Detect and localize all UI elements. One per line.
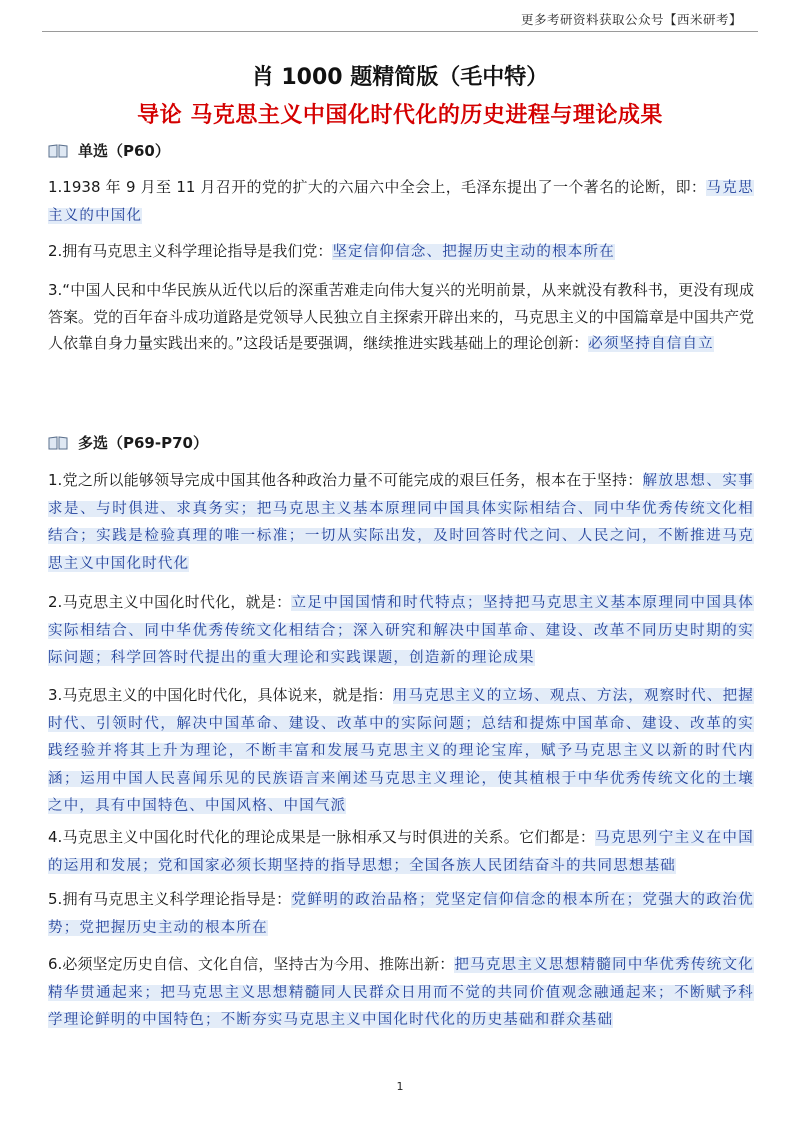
book-icon (48, 436, 68, 450)
question-text: 3.“中国人民和中华民族从近代以后的深重苦难走向伟大复兴的光明前景，从来就没有教科书，更没有现成答案。党的百年奋斗成功道路是党领导人民独立自主探索开辟出来的，马克思主义的中国篇章是中国共产党人依靠自身力量实践出来的。”这段话是要强调，继续推进实践基础上的理论创新： (48, 281, 754, 352)
answer-text: 用马克思主义的立场、观点、方法，观察时代、把握时代、引领时代，解决中国革命、建设、改革中的实际问题；总结和提炼中国革命、建设、改革的实践经验并将其上升为理论，不断丰富和发展马克思主义的理论宝库，赋予马克思主义以新的时代内涵；运用中国人民喜闻乐见的民族语言来阐述马克思主义理论，使其植根于中华优秀传统文化的土壤之中，具有中国特色、中国风格、中国气派 (48, 688, 754, 814)
answer-text: 立足中国国情和时代特点；坚持把马克思主义基本原理同中国具体实际相结合、同中华优秀传统文化相结合；深入研究和解决中国革命、建设、改革不同历史时期的实际问题；科学回答时代提出的重大理论和实践课题，创造新的理论成果 (48, 595, 754, 666)
question-text: 2.拥有马克思主义科学理论指导是我们党： (48, 242, 333, 260)
question-item (48, 886, 754, 941)
section-heading: 单选（P60） (78, 142, 170, 160)
question-text: 6.必须坚定历史自信、文化自信，坚持古为今用、推陈出新： (48, 955, 455, 973)
section-heading: 多选（P69-P70） (78, 434, 208, 452)
question-item (48, 589, 754, 672)
answer-text: 解放思想、实事求是、与时俱进、求真务实；把马克思主义基本原理同中国具体实际相结合、同中华优秀传统文化相结合；实践是检验真理的唯一标准；一切从实际出发，及时回答时代之问、人民之问，不断推进马克思主义中国化时代化 (48, 473, 754, 572)
question-text: 2.马克思主义中国化时代化，就是： (48, 593, 292, 611)
header-note: 更多考研资料获取公众号【西米研考】 (520, 12, 742, 27)
header-divider (42, 31, 758, 32)
answer-text: 坚定信仰信念、把握历史主动的根本所在 (332, 244, 615, 260)
answer-text: 把马克思主义思想精髓同中华优秀传统文化精华贯通起来；把马克思主义思想精髓同人民群众日用而不觉的共同价值观念融通起来；不断赋予科学理论鲜明的中国特色；不断夯实马克思主义中国化时代化的历史基础和群众基础 (48, 957, 754, 1028)
answer-text: 党鲜明的政治品格；党坚定信仰信念的根本所在；党强大的政治优势；党把握历史主动的根本所在 (48, 892, 754, 936)
question-text: 3.马克思主义的中国化时代化，具体说来，就是指： (48, 686, 393, 704)
question-item (48, 467, 754, 577)
answer-text: 马克思主义的中国化 (48, 180, 754, 224)
answer-text: 马克思列宁主义在中国的运用和发展；党和国家必须长期坚持的指导思想；全国各族人民团结奋斗的共同思想基础 (48, 830, 754, 874)
question-item (48, 277, 754, 358)
page-number: 1 (396, 1080, 404, 1093)
question-item (48, 238, 754, 266)
question-item (48, 682, 754, 820)
question-text: 5.拥有马克思主义科学理论指导是： (48, 890, 292, 908)
section-multiple-choice (48, 432, 208, 453)
question-item (48, 824, 754, 879)
answer-text: 必须坚持自信自立 (588, 336, 714, 352)
chapter-subtitle: 导论 马克思主义中国化时代化的历史进程与理论成果 (137, 103, 663, 128)
document-title: 肖 1000 题精简版（毛中特） (251, 65, 549, 90)
question-text: 4.马克思主义中国化时代化的理论成果是一脉相承又与时俱进的关系。它们都是： (48, 828, 596, 846)
book-icon (48, 144, 68, 158)
question-text: 1.党之所以能够领导完成中国其他各种政治力量不可能完成的艰巨任务，根本在于坚持： (48, 471, 643, 489)
question-text: 1.1938 年 9 月至 11 月召开的党的扩大的六届六中全会上，毛泽东提出了一个著名的论断，即： (48, 178, 707, 196)
question-item (48, 951, 754, 1034)
question-item (48, 174, 754, 229)
section-single-choice (48, 140, 170, 161)
